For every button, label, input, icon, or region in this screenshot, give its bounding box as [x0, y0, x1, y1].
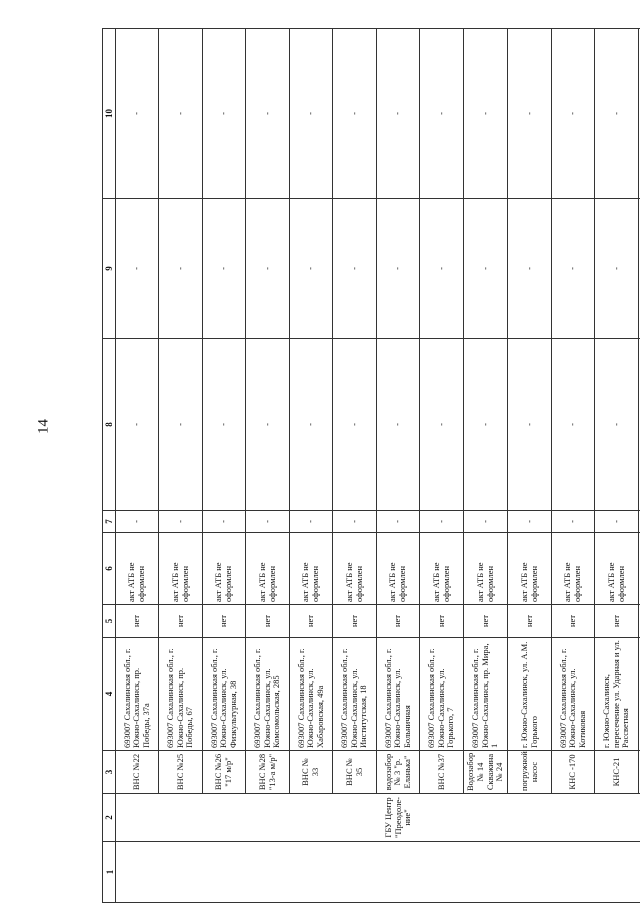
col6-cell: акт АТБ не оформлен	[508, 533, 552, 605]
col8-cell: -	[595, 339, 639, 511]
table-row	[203, 29, 246, 903]
object-name-cell: Водозабор № 14 Скважина № 24	[464, 751, 508, 794]
col7-cell: -	[290, 511, 333, 533]
col7-cell: -	[552, 511, 595, 533]
col10-cell: -	[552, 29, 595, 199]
header-cell-2: 2	[103, 794, 116, 842]
address-cell: 693007 Сахалинская обл., г. Южно-Сахалинск, ул. Горького, 7	[420, 638, 464, 751]
col7-cell: -	[377, 511, 420, 533]
col10-cell: -	[159, 29, 203, 199]
col5-cell: нет	[290, 605, 333, 638]
table-row	[552, 29, 595, 903]
col9-cell: -	[377, 199, 420, 339]
col5-cell: нет	[116, 605, 159, 638]
table-row	[595, 29, 639, 903]
header-cell-3: 3	[103, 751, 116, 794]
table-row	[246, 29, 290, 903]
col6-cell: акт АТБ не оформлен	[552, 533, 595, 605]
col8-cell: -	[420, 339, 464, 511]
table-row	[159, 29, 203, 903]
table-row	[116, 29, 159, 903]
header-cell-10: 10	[103, 29, 116, 199]
table-row	[420, 29, 464, 903]
col10-cell: -	[116, 29, 159, 199]
address-cell: г. Южно-Сахалинск, ул. А.М. Горького	[508, 638, 552, 751]
header-cell-4: 4	[103, 638, 116, 751]
code-cell	[116, 842, 640, 903]
address-cell: 693007 Сахалинская обл., г. Южно-Сахалинск, пр. Победы, 37а	[116, 638, 159, 751]
col9-cell: -	[116, 199, 159, 339]
address-cell: 693007 Сахалинская обл., г. Южно-Сахалинск, ул. Комсомольская, 285	[246, 638, 290, 751]
table-body	[103, 29, 640, 903]
object-name-cell: ВНС № 35	[333, 751, 377, 794]
col8-cell: -	[552, 339, 595, 511]
col7-cell: -	[159, 511, 203, 533]
col10-cell: -	[464, 29, 508, 199]
col9-cell: -	[508, 199, 552, 339]
col9-cell: -	[290, 199, 333, 339]
col9-cell: -	[552, 199, 595, 339]
header-cell-5: 5	[103, 605, 116, 638]
col6-cell: акт АТБ не оформлен	[246, 533, 290, 605]
col6-cell: акт АТБ не оформлен	[420, 533, 464, 605]
col9-cell: -	[420, 199, 464, 339]
rotated-table-container	[102, 29, 635, 903]
col10-cell: -	[290, 29, 333, 199]
organization-cell: ГБУ Центр "Преодоле-ние"	[116, 794, 640, 842]
object-name-cell: ВНС № 33	[290, 751, 333, 794]
address-cell: 693007 Сахалинская обл., г. Южно-Сахалинск, пр. Мира, 1	[464, 638, 508, 751]
col5-cell: нет	[420, 605, 464, 638]
header-cell-1: 1	[103, 842, 116, 903]
col8-cell: -	[508, 339, 552, 511]
address-cell: 693007 Сахалинская обл., г. Южно-Сахалинск, ул. Котиковая	[552, 638, 595, 751]
header-cell-8: 8	[103, 339, 116, 511]
col9-cell: -	[333, 199, 377, 339]
col6-cell: акт АТБ не оформлен	[116, 533, 159, 605]
col10-cell: -	[203, 29, 246, 199]
col7-cell: -	[595, 511, 639, 533]
col10-cell: -	[333, 29, 377, 199]
object-name-cell: КНС -170	[552, 751, 595, 794]
col7-cell: -	[333, 511, 377, 533]
object-name-cell: ВНС №37	[420, 751, 464, 794]
col8-cell: -	[159, 339, 203, 511]
col5-cell: нет	[508, 605, 552, 638]
col7-cell: -	[116, 511, 159, 533]
object-name-cell: ВНС №22	[116, 751, 159, 794]
address-cell: 693007 Сахалинская обл., г. Южно-Сахалинск, ул. Больничная	[377, 638, 420, 751]
col9-cell: -	[464, 199, 508, 339]
col8-cell: -	[116, 339, 159, 511]
col5-cell: нет	[464, 605, 508, 638]
col9-cell: -	[203, 199, 246, 339]
col5-cell: нет	[159, 605, 203, 638]
col5-cell: нет	[333, 605, 377, 638]
object-name-cell: ВНС №25	[159, 751, 203, 794]
object-name-cell: водозабор № 3 "р. Еланька"	[377, 751, 420, 794]
col8-cell: -	[290, 339, 333, 511]
col8-cell: -	[464, 339, 508, 511]
col9-cell: -	[159, 199, 203, 339]
table-row	[290, 29, 333, 903]
object-name-cell: ВНС №26 "17 м/р"	[203, 751, 246, 794]
col7-cell: -	[508, 511, 552, 533]
col9-cell: -	[595, 199, 639, 339]
table-row	[508, 29, 552, 903]
col5-cell: нет	[203, 605, 246, 638]
col10-cell: -	[420, 29, 464, 199]
object-name-cell: погружной насос	[508, 751, 552, 794]
col8-cell: -	[377, 339, 420, 511]
table-row	[464, 29, 508, 903]
table-row	[377, 29, 420, 903]
col7-cell: -	[246, 511, 290, 533]
address-cell: г. Южно-Сахалинск, пересечение ул. Ударная и ул. Рассветная	[595, 638, 639, 751]
header-cell-6: 6	[103, 533, 116, 605]
table-row	[333, 29, 377, 903]
object-name-cell: ВНС №28 "13-а м/р"	[246, 751, 290, 794]
header-cell-7: 7	[103, 511, 116, 533]
col5-cell: нет	[377, 605, 420, 638]
page-number: 14	[35, 419, 52, 434]
address-cell: 693007 Сахалинская обл., г. Южно-Сахалинск, ул. Институтская, 18	[333, 638, 377, 751]
col9-cell: -	[246, 199, 290, 339]
col8-cell: -	[246, 339, 290, 511]
object-name-cell: КНС-21	[595, 751, 639, 794]
col8-cell: -	[203, 339, 246, 511]
col6-cell: акт АТБ не оформлен	[595, 533, 639, 605]
address-cell: 693007 Сахалинская обл., г. Южно-Сахалинск, пр. Победы, 67	[159, 638, 203, 751]
header-row	[103, 29, 116, 903]
col7-cell: -	[464, 511, 508, 533]
col8-cell: -	[333, 339, 377, 511]
col10-cell: -	[246, 29, 290, 199]
col7-cell: -	[420, 511, 464, 533]
col5-cell: нет	[552, 605, 595, 638]
data-table	[102, 28, 640, 903]
col6-cell: акт АТБ не оформлен	[203, 533, 246, 605]
col6-cell: акт АТБ не оформлен	[290, 533, 333, 605]
col10-cell: -	[508, 29, 552, 199]
header-cell-9: 9	[103, 199, 116, 339]
col6-cell: акт АТБ не оформлен	[333, 533, 377, 605]
col10-cell: -	[595, 29, 639, 199]
col6-cell: акт АТБ не оформлен	[159, 533, 203, 605]
col7-cell: -	[203, 511, 246, 533]
address-cell: 693007 Сахалинская обл., г. Южно-Сахалинск, ул. Хабаровская, 49а	[290, 638, 333, 751]
address-cell: 693007 Сахалинская обл., г. Южно-Сахалинск, ул. Физкультурная, 38	[203, 638, 246, 751]
col5-cell: нет	[595, 605, 639, 638]
col6-cell: акт АТБ не оформлен	[464, 533, 508, 605]
col6-cell: акт АТБ не оформлен	[377, 533, 420, 605]
col5-cell: нет	[246, 605, 290, 638]
col10-cell: -	[377, 29, 420, 199]
